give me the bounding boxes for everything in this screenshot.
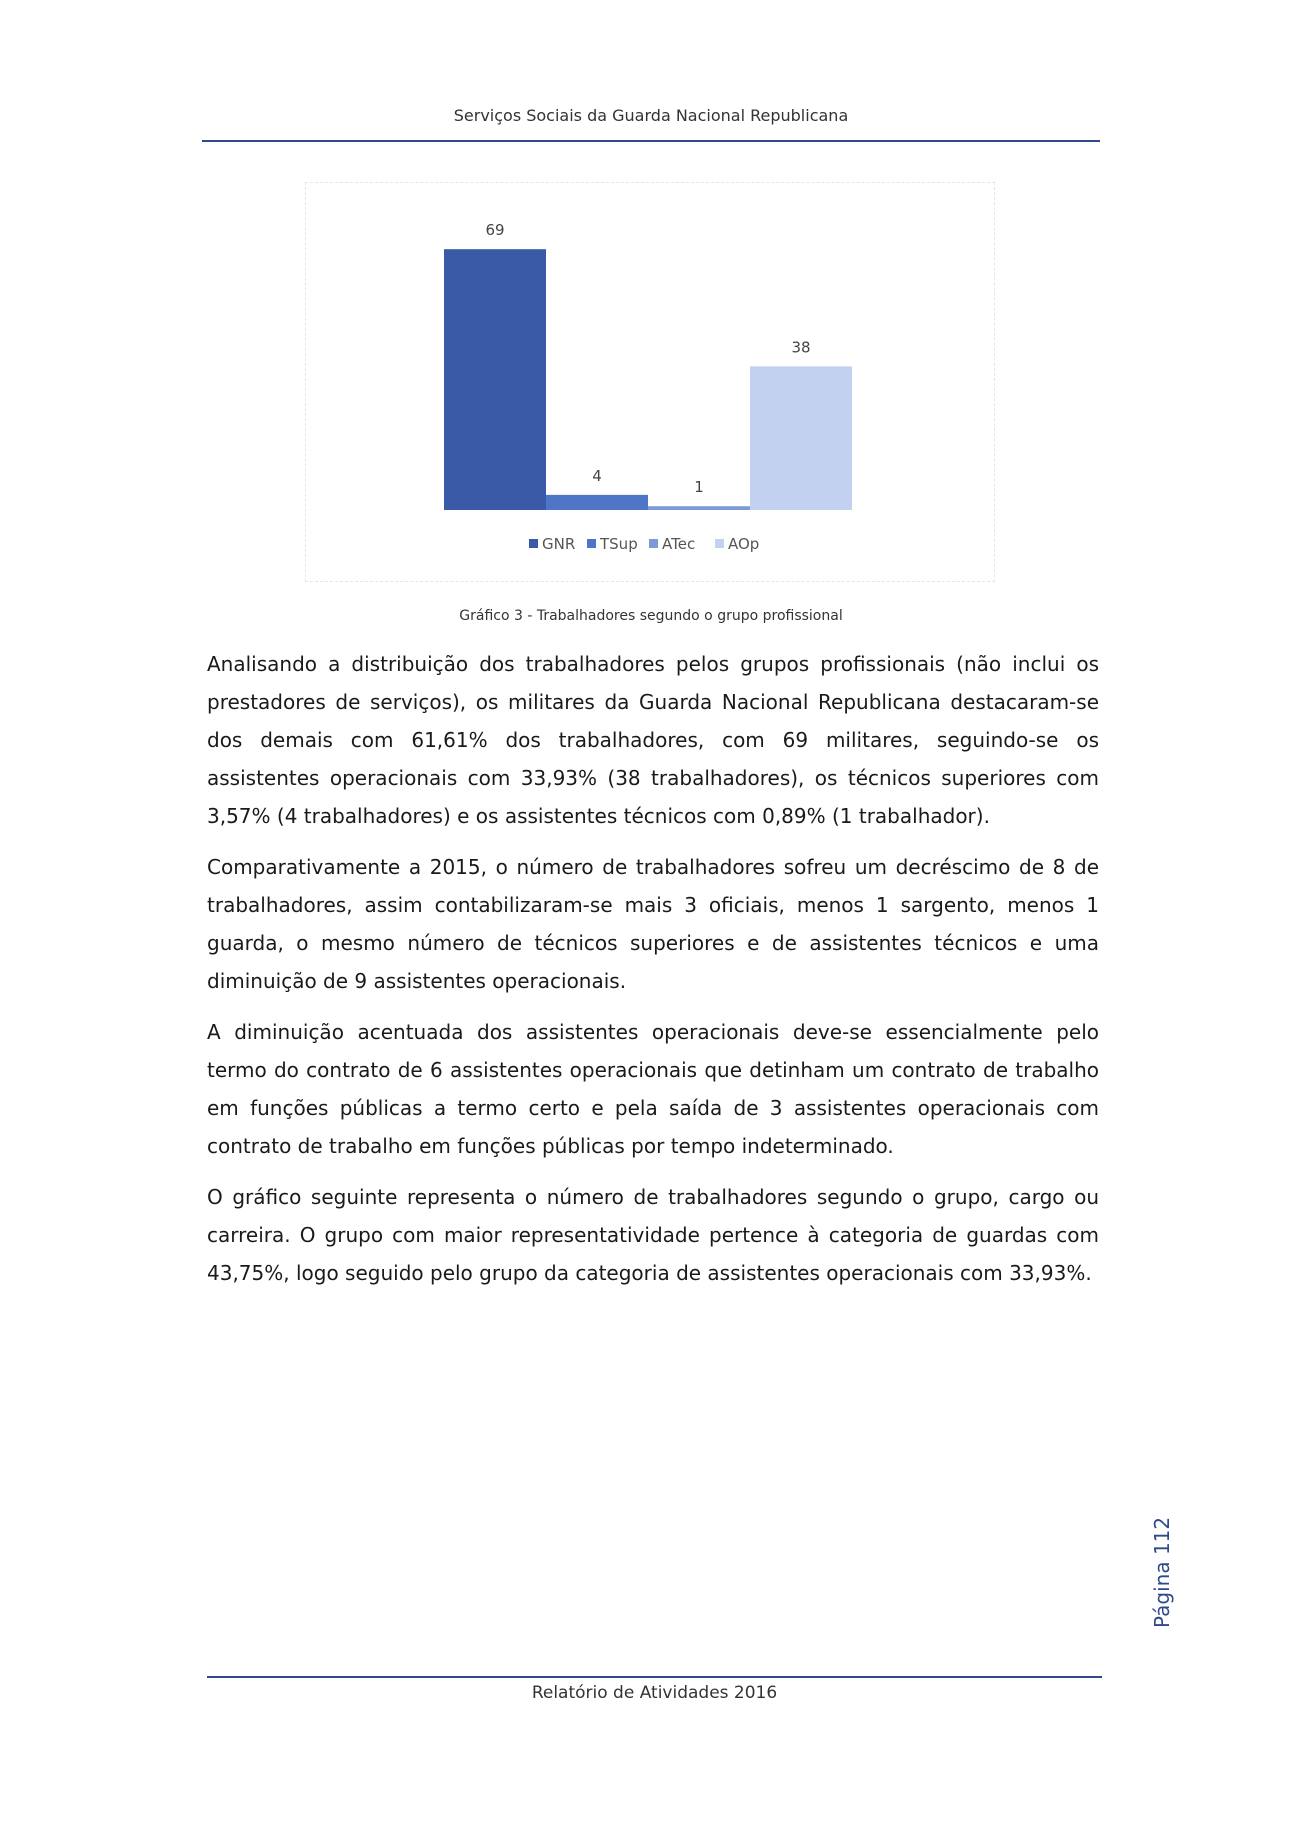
bar-atec <box>648 506 750 510</box>
legend-label-aop: AOp <box>728 535 760 553</box>
legend-swatch-tsup <box>587 539 596 548</box>
paragraph: A diminuição acentuada dos assistentes operacionais deve-se essencialmente pelo termo do contrato de 6 assistentes operacionais que detinham um contrato de trabalho em funções públicas a termo certo e pela saída de 3 assistentes operacionais com contrato de trabalho em funções públicas por tempo indeterminado. <box>207 1020 1099 1158</box>
data-label-tsup: 4 <box>592 466 602 485</box>
paragraph: Comparativamente a 2015, o número de trabalhadores sofreu um decréscimo de 8 de trabalhadores, assim contabilizaram-se mais 3 oficiais, menos 1 sargento, menos 1 guarda, o mesmo número de técnicos superiores e de assistentes técnicos e uma diminuição de 9 assistentes operacionais. <box>207 855 1099 993</box>
data-label-aop: 38 <box>791 338 811 357</box>
legend-swatch-aop <box>715 539 724 548</box>
legend-label-gnr: GNR <box>542 535 576 553</box>
chart-caption: Gráfico 3 - Trabalhadores segundo o grupo profissional <box>459 608 843 624</box>
body-text <box>207 645 1099 1305</box>
data-label-gnr: 69 <box>485 221 505 240</box>
legend-swatch-atec <box>649 539 658 548</box>
legend-label-atec: ATec <box>662 535 696 553</box>
page-number: Página 112 <box>1150 1516 1174 1628</box>
footer-rule <box>207 1676 1102 1678</box>
bar-aop <box>750 366 852 510</box>
data-label-atec: 1 <box>694 478 704 497</box>
running-header: Serviços Sociais da Guarda Nacional Republicana <box>453 106 849 125</box>
legend-swatch-gnr <box>529 539 538 548</box>
paragraph: Analisando a distribuição dos trabalhadores pelos grupos profissionais (não inclui os prestadores de serviços), os militares da Guarda Nacional Republicana destacaram-se dos demais com 61,61% dos trabalhadores, com 69 militares, seguindo-se os assistentes operacionais com 33,93% (38 trabalhadores), os técnicos superiores com 3,57% (4 trabalhadores) e os assistentes técnicos com 0,89% (1 trabalhador). <box>207 652 1099 828</box>
chart-area <box>305 182 995 582</box>
paragraph: O gráfico seguinte representa o número de trabalhadores segundo o grupo, cargo ou carreira. O grupo com maior representatividade pertence à categoria de guardas com 43,75%, logo seguido pelo grupo da categoria de assistentes operacionais com 33,93%. <box>207 1185 1099 1285</box>
bar-tsup <box>546 495 648 510</box>
bar-chart <box>306 183 994 581</box>
header-rule <box>202 140 1100 142</box>
legend-label-tsup: TSup <box>600 535 638 553</box>
bar-gnr <box>444 249 546 510</box>
running-footer: Relatório de Atividades 2016 <box>531 1683 778 1703</box>
